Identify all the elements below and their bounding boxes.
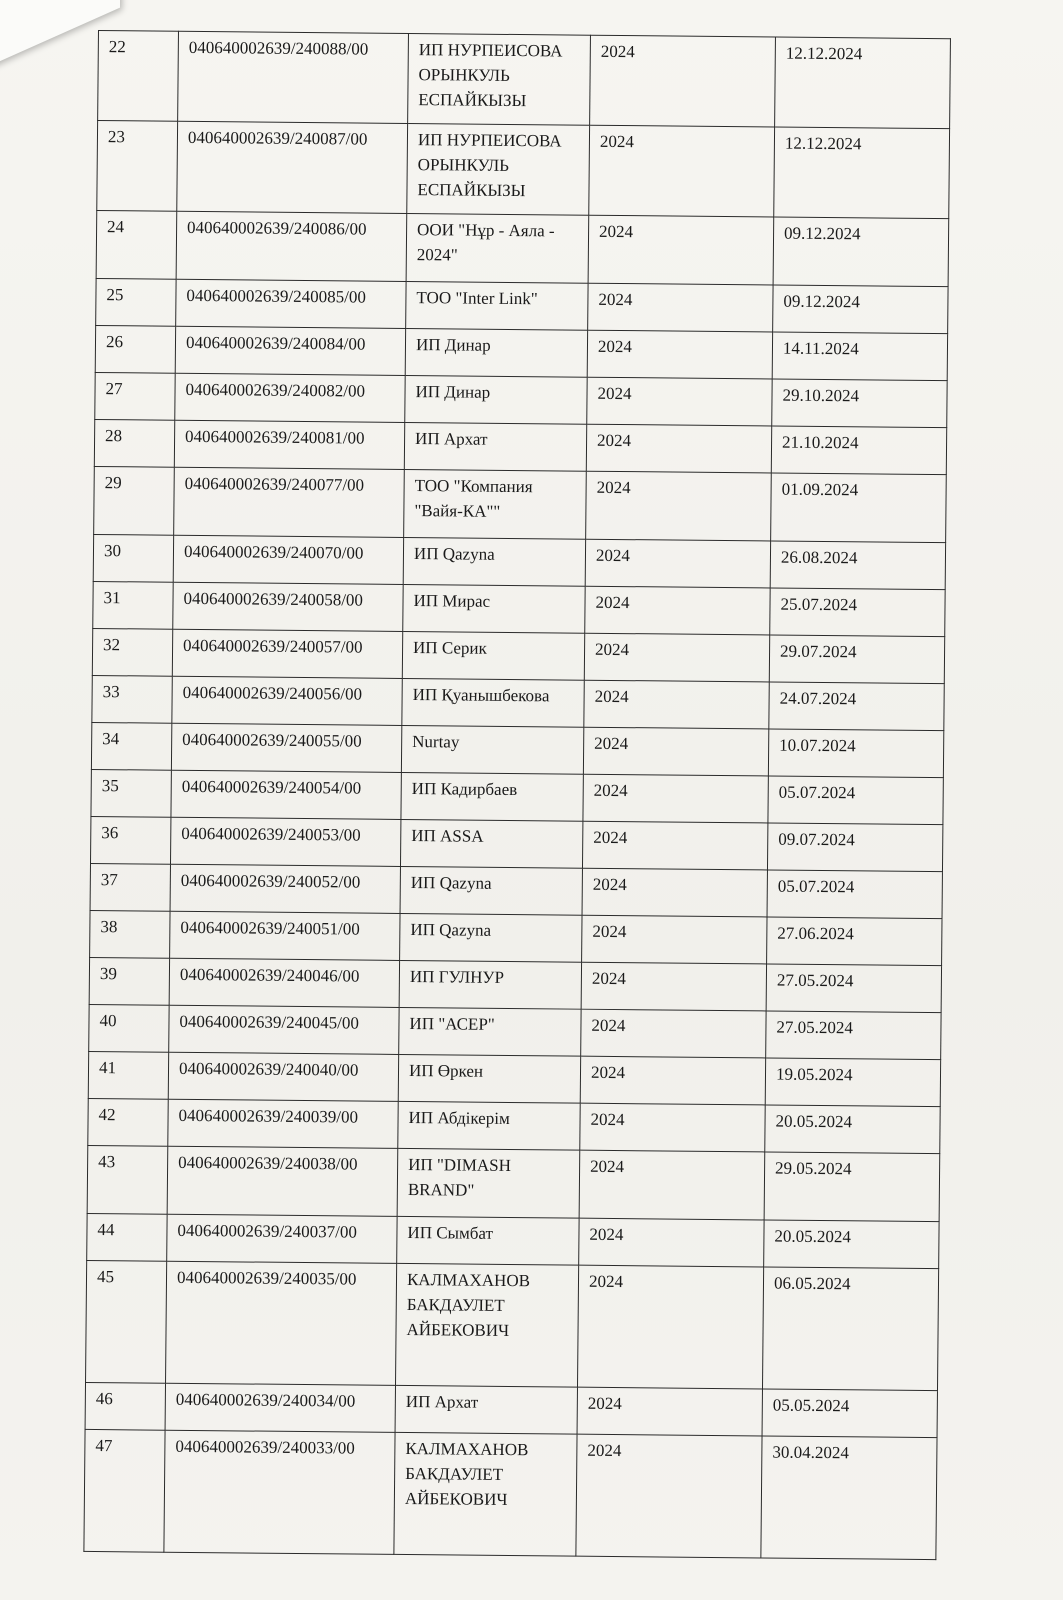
table-row: [87, 1145, 940, 1221]
entity-name: ИП Qazyna: [400, 866, 582, 915]
registration-number: 040640002639/240088/00: [178, 31, 409, 123]
year: 2024: [581, 962, 766, 1011]
year: 2024: [584, 633, 769, 682]
entity-name: КАЛМАХАНОВ БАКДАУЛЕТ АЙБЕКОВИЧ: [396, 1263, 579, 1387]
table-row: [90, 910, 942, 965]
table-row: [95, 372, 947, 427]
registration-number: 040640002639/240054/00: [171, 770, 401, 819]
row-number: 31: [93, 581, 173, 629]
table-row: [92, 675, 944, 730]
year: 2024: [588, 283, 773, 332]
table-row: [93, 581, 945, 636]
row-number: 32: [92, 628, 172, 676]
year: 2024: [582, 868, 767, 917]
registration-number: 040640002639/240085/00: [176, 279, 406, 328]
year: 2024: [579, 1150, 765, 1220]
table-row: [90, 863, 942, 918]
date: 25.07.2024: [770, 588, 945, 637]
table-row: [98, 31, 951, 129]
table-row: [94, 419, 946, 474]
date: 20.05.2024: [764, 1220, 939, 1269]
date: 14.11.2024: [772, 332, 947, 381]
entity-name: ИП Абдікерім: [398, 1101, 580, 1150]
date: 01.09.2024: [771, 473, 947, 543]
registration-number: 040640002639/240087/00: [177, 121, 408, 213]
date: 09.07.2024: [767, 823, 942, 872]
date: 26.08.2024: [770, 541, 945, 590]
registration-number: 040640002639/240035/00: [166, 1261, 397, 1385]
year: 2024: [577, 1387, 762, 1436]
date: 21.10.2024: [771, 426, 946, 475]
date: 30.04.2024: [761, 1436, 937, 1560]
entity-name: ИП Qazyna: [400, 913, 582, 962]
year: 2024: [583, 774, 768, 823]
registration-number: 040640002639/240052/00: [170, 864, 400, 913]
entity-name: ИП ГУЛНУР: [399, 960, 581, 1009]
date: 20.05.2024: [765, 1105, 940, 1154]
table-row: [89, 1004, 941, 1059]
entity-name: ИП Qazyna: [403, 537, 585, 586]
year: 2024: [580, 1056, 765, 1105]
registration-number: 040640002639/240037/00: [167, 1214, 397, 1263]
year: 2024: [580, 1103, 765, 1152]
year: 2024: [585, 539, 770, 588]
registration-number: 040640002639/240038/00: [167, 1146, 398, 1216]
row-number: 40: [89, 1004, 169, 1052]
date: 29.10.2024: [772, 379, 947, 428]
year: 2024: [577, 1265, 763, 1389]
date: 12.12.2024: [775, 37, 951, 129]
year: 2024: [586, 424, 771, 473]
entity-name: ИП Динар: [405, 328, 587, 377]
year: 2024: [587, 377, 772, 426]
table-row: [96, 210, 949, 286]
date: 27.05.2024: [766, 964, 941, 1013]
row-number: 27: [95, 372, 175, 420]
registration-number: 040640002639/240070/00: [173, 535, 403, 584]
year: 2024: [581, 1009, 766, 1058]
row-number: 29: [94, 466, 175, 535]
row-number: 35: [91, 769, 171, 817]
row-number: 24: [96, 210, 177, 279]
entity-name: ИП НУРПЕИСОВА ОРЫНКУЛЬ ЕСПАЙКЫЗЫ: [408, 33, 591, 125]
row-number: 43: [87, 1145, 168, 1214]
date: 06.05.2024: [762, 1267, 938, 1391]
date: 05.05.2024: [762, 1389, 937, 1438]
registration-number: 040640002639/240033/00: [164, 1430, 395, 1554]
year: 2024: [589, 125, 775, 217]
table-row: [97, 121, 950, 219]
row-number: 22: [98, 31, 179, 122]
registration-number: 040640002639/240055/00: [171, 723, 401, 772]
registration-number: 040640002639/240086/00: [176, 211, 407, 281]
row-number: 39: [89, 957, 169, 1005]
entity-name: ИП "АСЕР": [399, 1007, 581, 1056]
table-row: [87, 1213, 939, 1268]
table-row: [91, 769, 943, 824]
entity-name: ИП Архат: [404, 422, 586, 471]
entity-name: ТОО "Inter Link": [406, 281, 588, 330]
year: 2024: [584, 680, 769, 729]
registry-table: [83, 30, 951, 1560]
row-number: 41: [88, 1051, 168, 1099]
registration-number: 040640002639/240034/00: [165, 1383, 395, 1432]
entity-name: ООИ "Нұр - Аяла - 2024": [406, 213, 589, 283]
row-number: 23: [97, 121, 178, 212]
year: 2024: [587, 330, 772, 379]
registration-number: 040640002639/240053/00: [170, 817, 400, 866]
date: 27.05.2024: [766, 1011, 941, 1060]
entity-name: ИП Сымбат: [397, 1216, 579, 1265]
table-row: [96, 278, 948, 333]
year: 2024: [582, 821, 767, 870]
entity-name: ИП Серик: [402, 631, 584, 680]
table-row: [88, 1051, 940, 1106]
registration-number: 040640002639/240045/00: [169, 1005, 399, 1054]
registration-number: 040640002639/240046/00: [169, 958, 399, 1007]
entity-name: КАЛМАХАНОВ БАКДАУЛЕТ АЙБЕКОВИЧ: [394, 1432, 577, 1556]
table-row: [91, 722, 943, 777]
registration-number: 040640002639/240058/00: [173, 582, 403, 631]
year: 2024: [576, 1434, 762, 1558]
table-row: [93, 534, 945, 589]
year: 2024: [590, 35, 776, 127]
entity-name: ИП Қуанышбекова: [402, 678, 584, 727]
entity-name: ИП "DIMASH BRAND": [397, 1148, 580, 1218]
date: 05.07.2024: [767, 870, 942, 919]
entity-name: ИП НУРПЕИСОВА ОРЫНКУЛЬ ЕСПАЙКЫЗЫ: [407, 123, 590, 215]
registration-number: 040640002639/240084/00: [175, 326, 405, 375]
table-row: [84, 1429, 937, 1559]
registry-table-wrap: [83, 30, 950, 1560]
entity-name: ТОО "Компания "Вайя-КА"": [404, 469, 587, 539]
year: 2024: [585, 586, 770, 635]
entity-name: Nurtay: [401, 725, 583, 774]
registration-number: 040640002639/240081/00: [174, 420, 404, 469]
date: 27.06.2024: [767, 917, 942, 966]
row-number: 28: [94, 419, 174, 467]
registration-number: 040640002639/240082/00: [175, 373, 405, 422]
registration-number: 040640002639/240056/00: [172, 676, 402, 725]
registration-number: 040640002639/240039/00: [168, 1099, 398, 1148]
table-row: [88, 1098, 940, 1153]
date: 09.12.2024: [773, 285, 948, 334]
table-row: [85, 1382, 937, 1437]
registration-number: 040640002639/240040/00: [168, 1052, 398, 1101]
registration-number: 040640002639/240057/00: [172, 629, 402, 678]
row-number: 26: [95, 325, 175, 373]
row-number: 42: [88, 1098, 168, 1146]
date: 05.07.2024: [768, 776, 943, 825]
row-number: 44: [87, 1213, 167, 1261]
entity-name: ИП Кадирбаев: [401, 772, 583, 821]
year: 2024: [582, 915, 767, 964]
row-number: 34: [91, 722, 171, 770]
entity-name: ИП ASSA: [400, 819, 582, 868]
row-number: 30: [93, 534, 173, 582]
date: 19.05.2024: [765, 1058, 940, 1107]
date: 24.07.2024: [769, 682, 944, 731]
entity-name: ИП Мирас: [403, 584, 585, 633]
date: 29.07.2024: [769, 635, 944, 684]
row-number: 45: [86, 1260, 167, 1383]
row-number: 37: [90, 863, 170, 911]
entity-name: ИП Архат: [395, 1385, 577, 1434]
date: 12.12.2024: [774, 127, 950, 219]
table-row: [92, 628, 944, 683]
date: 29.05.2024: [764, 1152, 940, 1222]
row-number: 25: [96, 278, 176, 326]
row-number: 36: [90, 816, 170, 864]
table-row: [95, 325, 947, 380]
entity-name: ИП Динар: [405, 375, 587, 424]
table-row: [89, 957, 941, 1012]
year: 2024: [588, 215, 774, 285]
year: 2024: [586, 471, 772, 541]
table-row: [86, 1260, 939, 1390]
entity-name: ИП Өркен: [398, 1054, 580, 1103]
year: 2024: [579, 1218, 764, 1267]
row-number: 33: [92, 675, 172, 723]
table-row: [94, 466, 947, 542]
year: 2024: [583, 727, 768, 776]
registration-number: 040640002639/240077/00: [174, 467, 405, 537]
row-number: 47: [84, 1429, 165, 1552]
date: 10.07.2024: [768, 729, 943, 778]
row-number: 46: [85, 1382, 165, 1430]
row-number: 38: [90, 910, 170, 958]
registration-number: 040640002639/240051/00: [170, 911, 400, 960]
table-row: [90, 816, 942, 871]
date: 09.12.2024: [773, 217, 949, 287]
